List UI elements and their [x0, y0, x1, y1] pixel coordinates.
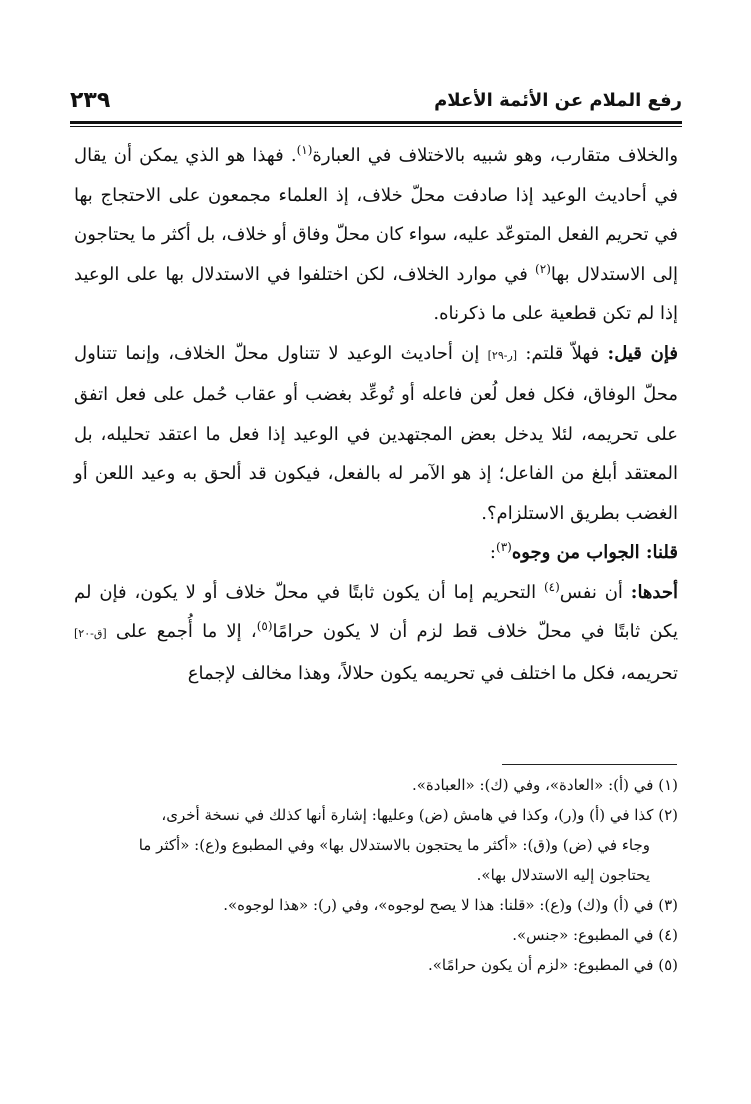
footnote-3: (٣) في (أ) و(ك) و(ع): «قلنا: هذا لا يصح لوجوه»، وفي (ر): «هذا لوجوه».: [223, 896, 678, 914]
paragraph-lead: أحدها:: [630, 581, 678, 603]
footnote-5: (٥) في المطبوع: «لزم أن يكون حرامًا».: [427, 956, 678, 974]
footnote-2: (٢) كذا في (أ) و(ر)، وكذا في هامش (ض) وعليها: إشارة أنها كذلك في نسخة أخرى،: [161, 806, 678, 824]
running-title: رفع الملام عن الأئمة الأعلام: [434, 90, 682, 111]
running-header: [70, 88, 682, 120]
footnote-marker-5[interactable]: (٥): [256, 619, 273, 633]
manuscript-ref: [ر-٢٩]: [487, 348, 518, 362]
paragraph-lead: قلنا: الجواب من وجوه: [511, 542, 678, 563]
footnote-marker-2[interactable]: (٢): [535, 261, 551, 276]
manuscript-ref: [ق-٢٠]: [74, 627, 107, 640]
footnote-2-cont: وجاء في (ض) و(ق): «أكثر ما يحتجون بالاستدلال بها» وفي المطبوع و(ع): «أكثر ما: [138, 836, 650, 854]
header-rule-thin: [70, 126, 682, 127]
main-text: [74, 136, 678, 693]
footnote-marker-1[interactable]: (١): [296, 143, 313, 157]
footnote-marker-3[interactable]: (٣): [496, 540, 512, 554]
footnote-2-cont: يحتاجون إليه الاستدلال بها».: [476, 866, 650, 884]
footnotes: [74, 770, 678, 980]
footnote-marker-4[interactable]: (٤): [543, 579, 560, 594]
paragraph-4: أحدها: أن نفس$^{(٤)}$ التحريم إما أن يكون ثابتًا في محلّ خلاف أو لا يكون، فإن لم يكن ثابتًا في محلّ خلاف قط لزم أن لا يكون حرامًا$^{(٥)}$، إلا ما أُجمع على [ق-٢٠] تحريمه، فكل ما اختلف في تحريمه يكون حلالاً، وهذا مخالف لإجماع: [74, 579, 678, 684]
footnote-1: (١) في (أ): «العادة»، وفي (ك): «العبادة».: [411, 776, 678, 794]
footnote-4: (٤) في المطبوع: «جنس».: [512, 926, 678, 944]
paragraph-2: فإن قيل: فهلاّ قلتم: [ر-٢٩] إن أحاديث الوعيد لا تتناول محلّ الخلاف، وإنما تتناول محلّ الوفاق، فكل فعل لُعن فاعله أو تُوعِّد بغضب أو عقاب حُمل على فعل اتفق على تحريمه، لئلا يدخل بعض المجتهدين في الوعيد إذا فعل ما اعتقد تحليله، بل المعتقد أبلغ من الفاعل؛ إذ هو الآمر له بالفعل، فيكون قد ألحق به وعيد اللعن أو الغضب بطريق الاستلزام؟.: [74, 342, 678, 524]
page-number: ٢٣٩: [70, 88, 111, 113]
header-rule-thick: [70, 121, 682, 124]
paragraph-lead: فإن قيل:: [607, 342, 678, 364]
footnote-separator: [502, 764, 677, 765]
paragraph-3: قلنا: الجواب من وجوه$^{(٣)}$:: [489, 540, 678, 563]
paragraph-1: والخلاف متقارب، وهو شبيه بالاختلاف في العبارة$^{(١)}$. فهذا هو الذي يمكن أن يقال في أحاديث الوعيد إذا صادفت محلّ خلاف، إذ العلماء مجمعون على الاحتجاج بها في تحريم الفعل المتوعّد عليه، سواء كان محلّ وفاق أو خلاف، بل أكثر ما يحتاجون إلى الاستدلال بها$^{(٢)}$ في موارد الخلاف، لكن اختلفوا في الاستدلال بها على الوعيد إذا لم تكن قطعية على ما ذكرناه.: [74, 143, 679, 324]
